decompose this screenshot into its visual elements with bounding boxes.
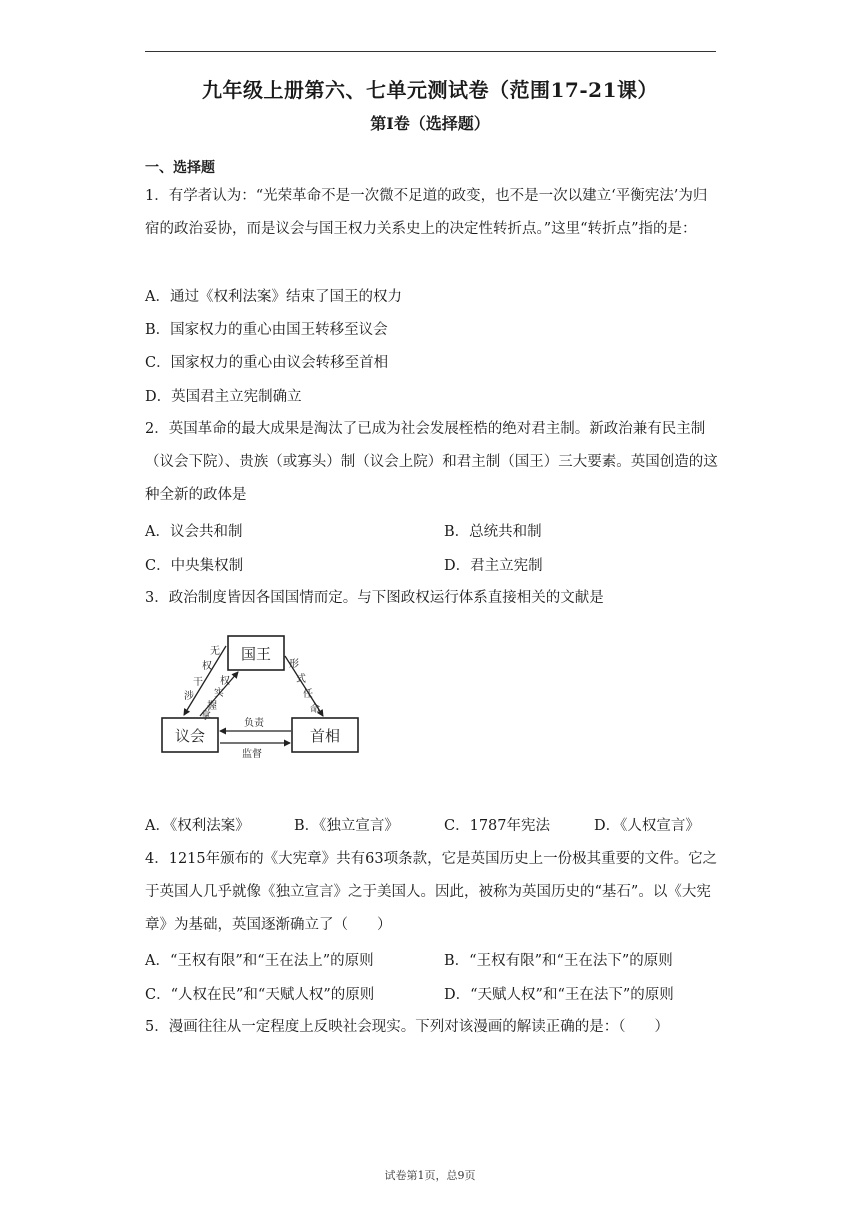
supervise-label: 监督 xyxy=(242,749,262,760)
question-4-option-b: B．“王权有限”和“王在法下”的原则 xyxy=(444,953,673,969)
question-4-option-c: C．“人权在民”和“天赋人权”的原则 xyxy=(145,987,375,1003)
top-rule xyxy=(145,51,716,52)
pm-label: 首相 xyxy=(309,727,341,745)
question-3-option-d: D．《人权宣言》 xyxy=(594,818,700,834)
parliament-label: 议会 xyxy=(174,727,206,745)
left-outer-char-2: 权 xyxy=(202,661,212,672)
left-outer-char-3: 干 xyxy=(193,677,203,688)
question-1-stem: 1．有学者认为：“光荣革命不是一次微不足道的政变，也不是一次以建立‘平衡宪法’为归宿的政治妥协，而是议会与国王权力关系史上的决定性转折点。”这里“转折点”指的是： xyxy=(145,188,708,237)
page-footer: 试卷第1页，总9页 xyxy=(384,1169,476,1182)
question-2-option-b: B．总统共和制 xyxy=(444,524,542,540)
question-4-stem: 4．1215年颁布的《大宪章》共有63项条款，它是英国历史上一份极其重要的文件。它之于英国人几乎就像《独立宣言》之于美国人。因此，被称为英国历史的“基石”。以《大宪章》为基础，英国逐渐确立了（ ） xyxy=(145,851,718,933)
question-3-stem: 3．政治制度皆因各国国情而定。与下图政权运行体系直接相关的文献是 xyxy=(145,590,604,606)
power-diagram xyxy=(158,632,368,762)
question-1-option-a: A．通过《权利法案》结束了国王的权力 xyxy=(145,289,402,305)
question-2-option-d: D．君主立宪制 xyxy=(444,558,543,574)
right-char-3: 任 xyxy=(303,689,313,700)
question-5-stem: 5．漫画往往从一定程度上反映社会现实。下列对该漫画的解读正确的是：（ ） xyxy=(145,1019,669,1035)
page-title: 九年级上册第六、七单元测试卷（范围17-21课） xyxy=(202,78,658,102)
right-char-4: 命 xyxy=(310,704,320,715)
question-2-option-a: A．议会共和制 xyxy=(145,524,243,540)
left-outer-char-4: 涉 xyxy=(184,691,194,702)
question-3-option-c: C．1787年宪法 xyxy=(444,818,550,834)
question-2-stem: 2．英国革命的最大成果是淘汰了已成为社会发展桎梏的绝对君主制。新政治兼有民主制（议会下院）、贵族（或寡头）制（议会上院）和君主制（国王）三大要素。英国创造的这种全新的政体是 xyxy=(145,421,718,503)
right-char-1: 形 xyxy=(289,659,299,670)
left-inner-char-1: 权 xyxy=(220,676,230,687)
page-subtitle: 第Ⅰ卷（选择题） xyxy=(370,114,490,133)
left-outer-char-1: 无 xyxy=(210,646,220,657)
section-title: 一、选择题 xyxy=(145,160,215,176)
question-3-option-b: B．《独立宣言》 xyxy=(294,818,399,834)
question-1-option-d: D．英国君主立宪制确立 xyxy=(145,389,302,405)
question-4-option-a: A．“王权有限”和“王在法上”的原则 xyxy=(145,953,374,969)
right-char-2: 式 xyxy=(296,674,306,685)
left-inner-char-3: 握 xyxy=(207,701,217,712)
question-4-option-d: D．“天赋人权”和“王在法下”的原则 xyxy=(444,987,674,1003)
left-inner-char-4: 掌 xyxy=(201,711,211,722)
question-1-option-b: B．国家权力的重心由国王转移至议会 xyxy=(145,322,388,338)
question-3-option-a: A．《权利法案》 xyxy=(145,818,250,834)
king-label: 国王 xyxy=(240,645,272,663)
responsible-label: 负责 xyxy=(244,718,264,729)
left-inner-char-2: 实 xyxy=(214,688,224,699)
question-1-option-c: C．国家权力的重心由议会转移至首相 xyxy=(145,355,389,371)
question-2-option-c: C．中央集权制 xyxy=(145,558,244,574)
